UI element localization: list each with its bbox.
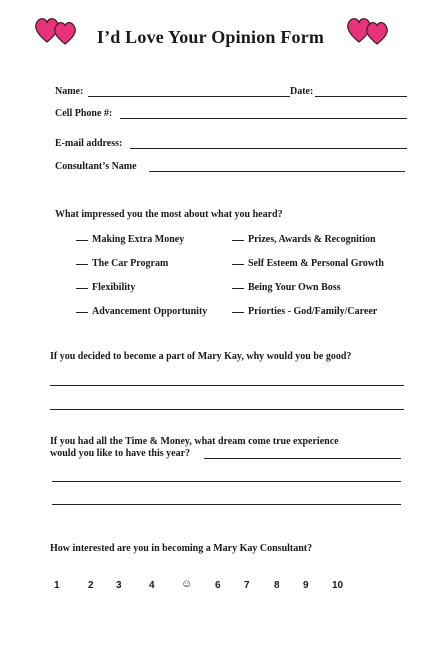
interest-question: How interested are you in becoming a Mary Kay Consultant? [50, 543, 313, 554]
cell-phone-label: Cell Phone #: [55, 108, 113, 119]
checkbox-blank[interactable] [76, 312, 88, 313]
option-advancement[interactable] [76, 306, 207, 317]
option-label: Advancement Opportunity [92, 306, 208, 317]
option-priorities[interactable] [232, 306, 377, 317]
option-label: Priorties - God/Family/Career [248, 306, 378, 317]
name-field[interactable] [88, 96, 290, 97]
option-label: The Car Program [92, 258, 169, 269]
rating-9[interactable]: 9 [303, 580, 309, 591]
smiley-icon[interactable]: ☺ [181, 578, 193, 590]
rating-10[interactable]: 10 [332, 580, 344, 591]
rating-8[interactable]: 8 [274, 580, 280, 591]
option-self-esteem[interactable] [232, 258, 384, 269]
checkbox-blank[interactable] [76, 240, 88, 241]
email-label: E-mail address: [55, 138, 123, 149]
consultant-field[interactable] [149, 171, 405, 172]
option-flexibility[interactable] [76, 282, 135, 293]
option-label: Self Esteem & Personal Growth [248, 258, 384, 269]
option-own-boss[interactable] [232, 282, 341, 293]
consultant-label: Consultant’s Name [55, 161, 137, 172]
option-prizes-awards[interactable] [232, 234, 376, 245]
email-field[interactable] [130, 148, 407, 149]
checkbox-blank[interactable] [232, 312, 244, 313]
option-label: Making Extra Money [92, 234, 185, 245]
name-label: Name: [55, 86, 84, 97]
option-label: Being Your Own Boss [248, 282, 341, 293]
option-making-extra-money[interactable] [76, 234, 184, 245]
checkbox-blank[interactable] [232, 264, 244, 265]
dream-answer-line-2[interactable] [52, 481, 401, 482]
option-car-program[interactable] [76, 258, 168, 269]
rating-2[interactable]: 2 [88, 580, 94, 591]
why-good-answer-line-2[interactable] [50, 409, 404, 410]
rating-7[interactable]: 7 [244, 580, 250, 591]
rating-6[interactable]: 6 [215, 580, 221, 591]
option-label: Prizes, Awards & Recognition [248, 234, 376, 245]
why-good-question: If you decided to become a part of Mary Kay, why would you be good? [50, 351, 352, 362]
checkbox-blank[interactable] [76, 264, 88, 265]
dream-question-line-1: If you had all the Time & Money, what dream come true experience [50, 436, 339, 447]
rating-1[interactable]: 1 [54, 580, 60, 591]
dream-answer-line-3[interactable] [52, 504, 401, 505]
dream-question-line-2: would you like to have this year? [50, 448, 191, 459]
form-title: I’d Love Your Opinion Form [96, 27, 325, 47]
rating-4[interactable]: 4 [149, 580, 155, 591]
option-label: Flexibility [92, 282, 136, 293]
dream-answer-line-1[interactable] [204, 458, 401, 459]
checkbox-blank[interactable] [232, 240, 244, 241]
checkbox-blank[interactable] [76, 288, 88, 289]
date-label: Date: [290, 86, 314, 97]
rating-3[interactable]: 3 [116, 580, 122, 591]
why-good-answer-line-1[interactable] [50, 385, 404, 386]
date-field[interactable] [315, 96, 407, 97]
checkbox-blank[interactable] [232, 288, 244, 289]
cell-phone-field[interactable] [120, 118, 407, 119]
impressed-question: What impressed you the most about what you heard? [55, 209, 283, 220]
